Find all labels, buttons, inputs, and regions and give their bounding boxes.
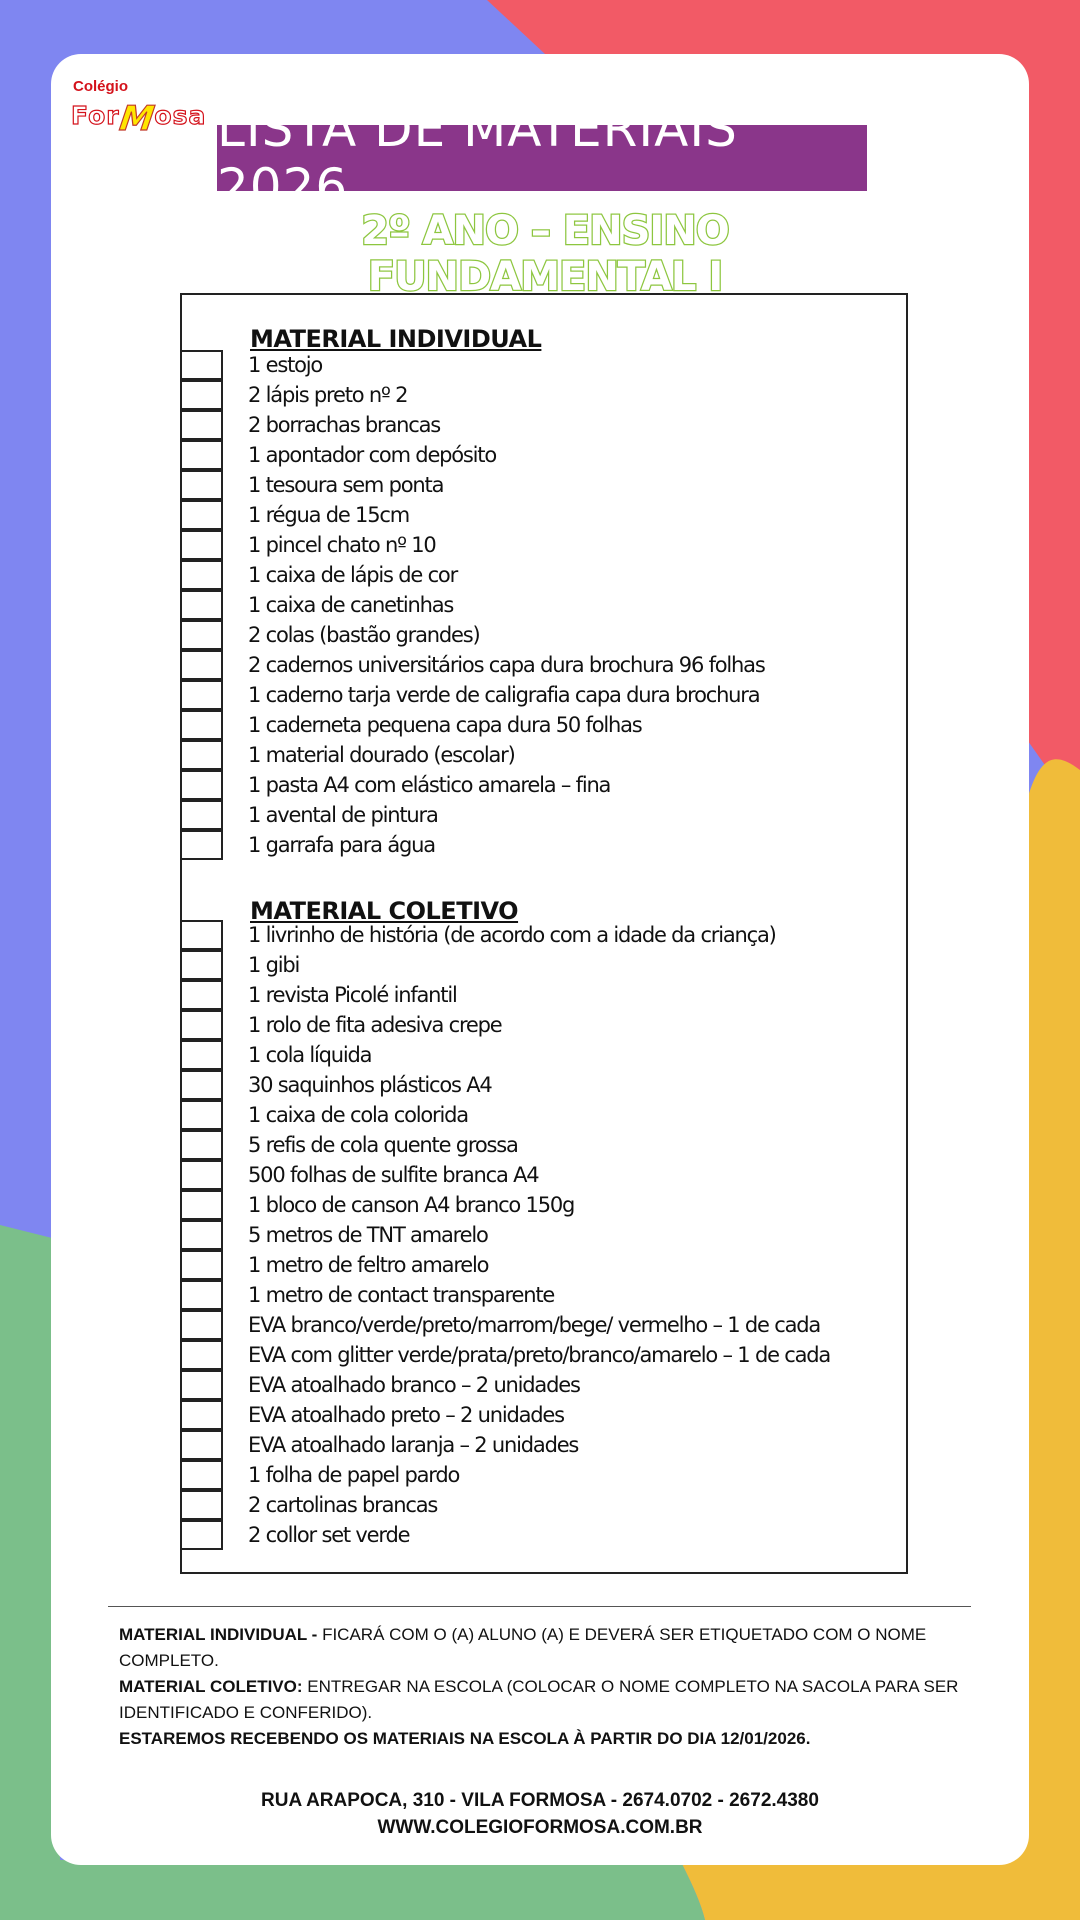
checkbox[interactable] bbox=[180, 440, 223, 470]
checklist-item bbox=[180, 830, 880, 860]
title-banner bbox=[217, 100, 867, 216]
item-label: 1 régua de 15cm bbox=[248, 503, 409, 527]
item-label: 1 caixa de lápis de cor bbox=[248, 563, 458, 587]
item-label: 5 refis de cola quente grossa bbox=[248, 1133, 518, 1157]
checklist-item bbox=[180, 1010, 880, 1040]
checklist-item bbox=[180, 500, 880, 530]
section-heading-coletivo: MATERIAL COLETIVO bbox=[250, 897, 519, 925]
item-label: EVA atoalhado laranja – 2 unidades bbox=[248, 1433, 579, 1457]
item-label: 1 apontador com depósito bbox=[248, 443, 496, 467]
checklist-item bbox=[180, 440, 880, 470]
item-label: 30 saquinhos plásticos A4 bbox=[248, 1073, 492, 1097]
checkbox[interactable] bbox=[180, 1070, 223, 1100]
checkbox[interactable] bbox=[180, 1520, 223, 1550]
checklist-item bbox=[180, 560, 880, 590]
logo-formosa-text bbox=[71, 93, 207, 139]
checkbox[interactable] bbox=[180, 650, 223, 680]
checkbox[interactable] bbox=[180, 1430, 223, 1460]
checklist-item bbox=[180, 1190, 880, 1220]
note-receiving-text: ESTAREMOS RECEBENDO OS MATERIAIS NA ESCOLA À PARTIR DO DIA 12/01/2026. bbox=[119, 1729, 811, 1748]
logo-osa: osa bbox=[154, 101, 207, 130]
item-label: 5 metros de TNT amarelo bbox=[248, 1223, 488, 1247]
item-label: 1 metro de contact transparente bbox=[248, 1283, 555, 1307]
materials-checklist bbox=[180, 293, 908, 1574]
checkbox[interactable] bbox=[180, 830, 223, 860]
item-label: 1 pasta A4 com elástico amarela – fina bbox=[248, 773, 611, 797]
section-heading-individual: MATERIAL INDIVIDUAL bbox=[250, 325, 542, 353]
checklist-item bbox=[180, 1160, 880, 1190]
checkbox[interactable] bbox=[180, 980, 223, 1010]
item-label: EVA atoalhado preto – 2 unidades bbox=[248, 1403, 564, 1427]
logo-for: For bbox=[71, 101, 120, 130]
checkbox[interactable] bbox=[180, 410, 223, 440]
checklist-item bbox=[180, 920, 880, 950]
checkbox[interactable] bbox=[180, 950, 223, 980]
checklist-item bbox=[180, 1520, 880, 1550]
checkbox[interactable] bbox=[180, 1100, 223, 1130]
checkbox[interactable] bbox=[180, 1310, 223, 1340]
checkbox[interactable] bbox=[180, 1280, 223, 1310]
item-label: 1 avental de pintura bbox=[248, 803, 438, 827]
checklist-item bbox=[180, 710, 880, 740]
note-receiving bbox=[119, 1726, 969, 1752]
checkbox[interactable] bbox=[180, 1400, 223, 1430]
notes-section bbox=[119, 1622, 969, 1752]
item-label: 1 folha de papel pardo bbox=[248, 1463, 460, 1487]
item-label: 1 pincel chato nº 10 bbox=[248, 533, 436, 557]
checkbox[interactable] bbox=[180, 800, 223, 830]
checklist-item bbox=[180, 350, 880, 380]
school-logo bbox=[71, 78, 211, 138]
checkbox[interactable] bbox=[180, 620, 223, 650]
checklist-item bbox=[180, 1430, 880, 1460]
checklist-item bbox=[180, 1310, 880, 1340]
checkbox[interactable] bbox=[180, 1340, 223, 1370]
note-coletivo-text: ENTREGAR NA ESCOLA (COLOCAR O NOME COMPLETO NA SACOLA PARA SER IDENTIFICADO E CONFERIDO). bbox=[119, 1677, 959, 1722]
checkbox[interactable] bbox=[180, 1490, 223, 1520]
footer-address: RUA ARAPOCA, 310 - VILA FORMOSA - 2674.0702 - 2672.4380 bbox=[261, 1790, 819, 1811]
checklist-item bbox=[180, 1040, 880, 1070]
item-label: 1 rolo de fita adesiva crepe bbox=[248, 1013, 502, 1037]
item-label: 2 cadernos universitários capa dura brochura 96 folhas bbox=[248, 653, 765, 677]
checkbox[interactable] bbox=[180, 1130, 223, 1160]
checklist-item bbox=[180, 950, 880, 980]
item-label: 1 tesoura sem ponta bbox=[248, 473, 444, 497]
item-label: 1 material dourado (escolar) bbox=[248, 743, 515, 767]
item-label: 2 cartolinas brancas bbox=[248, 1493, 438, 1517]
checkbox[interactable] bbox=[180, 1010, 223, 1040]
item-label: EVA atoalhado branco – 2 unidades bbox=[248, 1373, 580, 1397]
item-label: 1 metro de feltro amarelo bbox=[248, 1253, 489, 1277]
checklist-item bbox=[180, 740, 880, 770]
note-individual-text: FICARÁ COM O (A) ALUNO (A) E DEVERÁ SER ETIQUETADO COM O NOME COMPLETO. bbox=[119, 1625, 927, 1670]
checkbox[interactable] bbox=[180, 680, 223, 710]
checklist-item bbox=[180, 1400, 880, 1430]
item-label: 500 folhas de sulfite branca A4 bbox=[248, 1163, 539, 1187]
item-label: 1 garrafa para água bbox=[248, 833, 435, 857]
checklist-item bbox=[180, 1370, 880, 1400]
note-individual bbox=[119, 1622, 969, 1674]
checkbox[interactable] bbox=[180, 1190, 223, 1220]
item-label: 2 colas (bastão grandes) bbox=[248, 623, 480, 647]
item-label: 1 gibi bbox=[248, 953, 300, 977]
note-coletivo-label: MATERIAL COLETIVO: bbox=[119, 1677, 303, 1696]
item-label: 1 cola líquida bbox=[248, 1043, 372, 1067]
item-label: 1 caixa de cola colorida bbox=[248, 1103, 468, 1127]
checklist-item bbox=[180, 980, 880, 1010]
checklist-item bbox=[180, 1070, 880, 1100]
checklist-item bbox=[180, 770, 880, 800]
logo-colegio-text: Colégio bbox=[73, 78, 128, 95]
checklist-item bbox=[180, 650, 880, 680]
checklist-item bbox=[180, 800, 880, 830]
checklist-item bbox=[180, 620, 880, 650]
item-label: 1 estojo bbox=[248, 353, 323, 377]
checkbox[interactable] bbox=[180, 920, 223, 950]
checklist-item bbox=[180, 530, 880, 560]
checkbox[interactable] bbox=[180, 500, 223, 530]
checklist-item bbox=[180, 1340, 880, 1370]
item-label: 1 livrinho de história (de acordo com a idade da criança) bbox=[248, 923, 776, 947]
item-label: 1 bloco de canson A4 branco 150g bbox=[248, 1193, 575, 1217]
item-label: 1 caixa de canetinhas bbox=[248, 593, 454, 617]
checklist-item bbox=[180, 1130, 880, 1160]
checkbox[interactable] bbox=[180, 350, 223, 380]
note-coletivo bbox=[119, 1674, 969, 1726]
item-label: 2 collor set verde bbox=[248, 1523, 410, 1547]
checkbox[interactable] bbox=[180, 1220, 223, 1250]
divider bbox=[108, 1606, 971, 1607]
checkbox[interactable] bbox=[180, 590, 223, 620]
checkbox[interactable] bbox=[180, 740, 223, 770]
checkbox[interactable] bbox=[180, 1370, 223, 1400]
checklist-item bbox=[180, 1220, 880, 1250]
checkbox[interactable] bbox=[180, 1040, 223, 1070]
checkbox[interactable] bbox=[180, 470, 223, 500]
checklist-item bbox=[180, 1250, 880, 1280]
grade-subtitle: 2º ANO – ENSINO FUNDAMENTAL I bbox=[361, 208, 729, 300]
checklist-item bbox=[180, 470, 880, 500]
checklist-item bbox=[180, 410, 880, 440]
logo-m: M bbox=[116, 99, 158, 139]
checklist-item bbox=[180, 1460, 880, 1490]
checklist-item bbox=[180, 1280, 880, 1310]
item-label: 2 borrachas brancas bbox=[248, 413, 441, 437]
item-label: 1 caderno tarja verde de caligrafia capa dura brochura bbox=[248, 683, 760, 707]
item-label: 2 lápis preto nº 2 bbox=[248, 383, 408, 407]
checkbox[interactable] bbox=[180, 710, 223, 740]
page-title: LISTA DE MATERIAIS 2026 bbox=[217, 100, 738, 216]
item-label: 1 caderneta pequena capa dura 50 folhas bbox=[248, 713, 642, 737]
checklist-item bbox=[180, 380, 880, 410]
checklist-item bbox=[180, 1490, 880, 1520]
checkbox[interactable] bbox=[180, 1160, 223, 1190]
checklist-item bbox=[180, 680, 880, 710]
checklist-item bbox=[180, 590, 880, 620]
footer-website[interactable]: WWW.COLEGIOFORMOSA.COM.BR bbox=[377, 1817, 703, 1838]
item-label: 1 revista Picolé infantil bbox=[248, 983, 457, 1007]
checkbox[interactable] bbox=[180, 530, 223, 560]
checklist-item bbox=[180, 1100, 880, 1130]
item-label: EVA branco/verde/preto/marrom/bege/ vermelho – 1 de cada bbox=[248, 1313, 821, 1337]
checkbox[interactable] bbox=[180, 770, 223, 800]
item-label: EVA com glitter verde/prata/preto/branco/amarelo – 1 de cada bbox=[248, 1343, 831, 1367]
note-individual-label: MATERIAL INDIVIDUAL - bbox=[119, 1625, 318, 1644]
checkbox[interactable] bbox=[180, 560, 223, 590]
checkbox[interactable] bbox=[180, 1460, 223, 1490]
checkbox[interactable] bbox=[180, 1250, 223, 1280]
checkbox[interactable] bbox=[180, 380, 223, 410]
